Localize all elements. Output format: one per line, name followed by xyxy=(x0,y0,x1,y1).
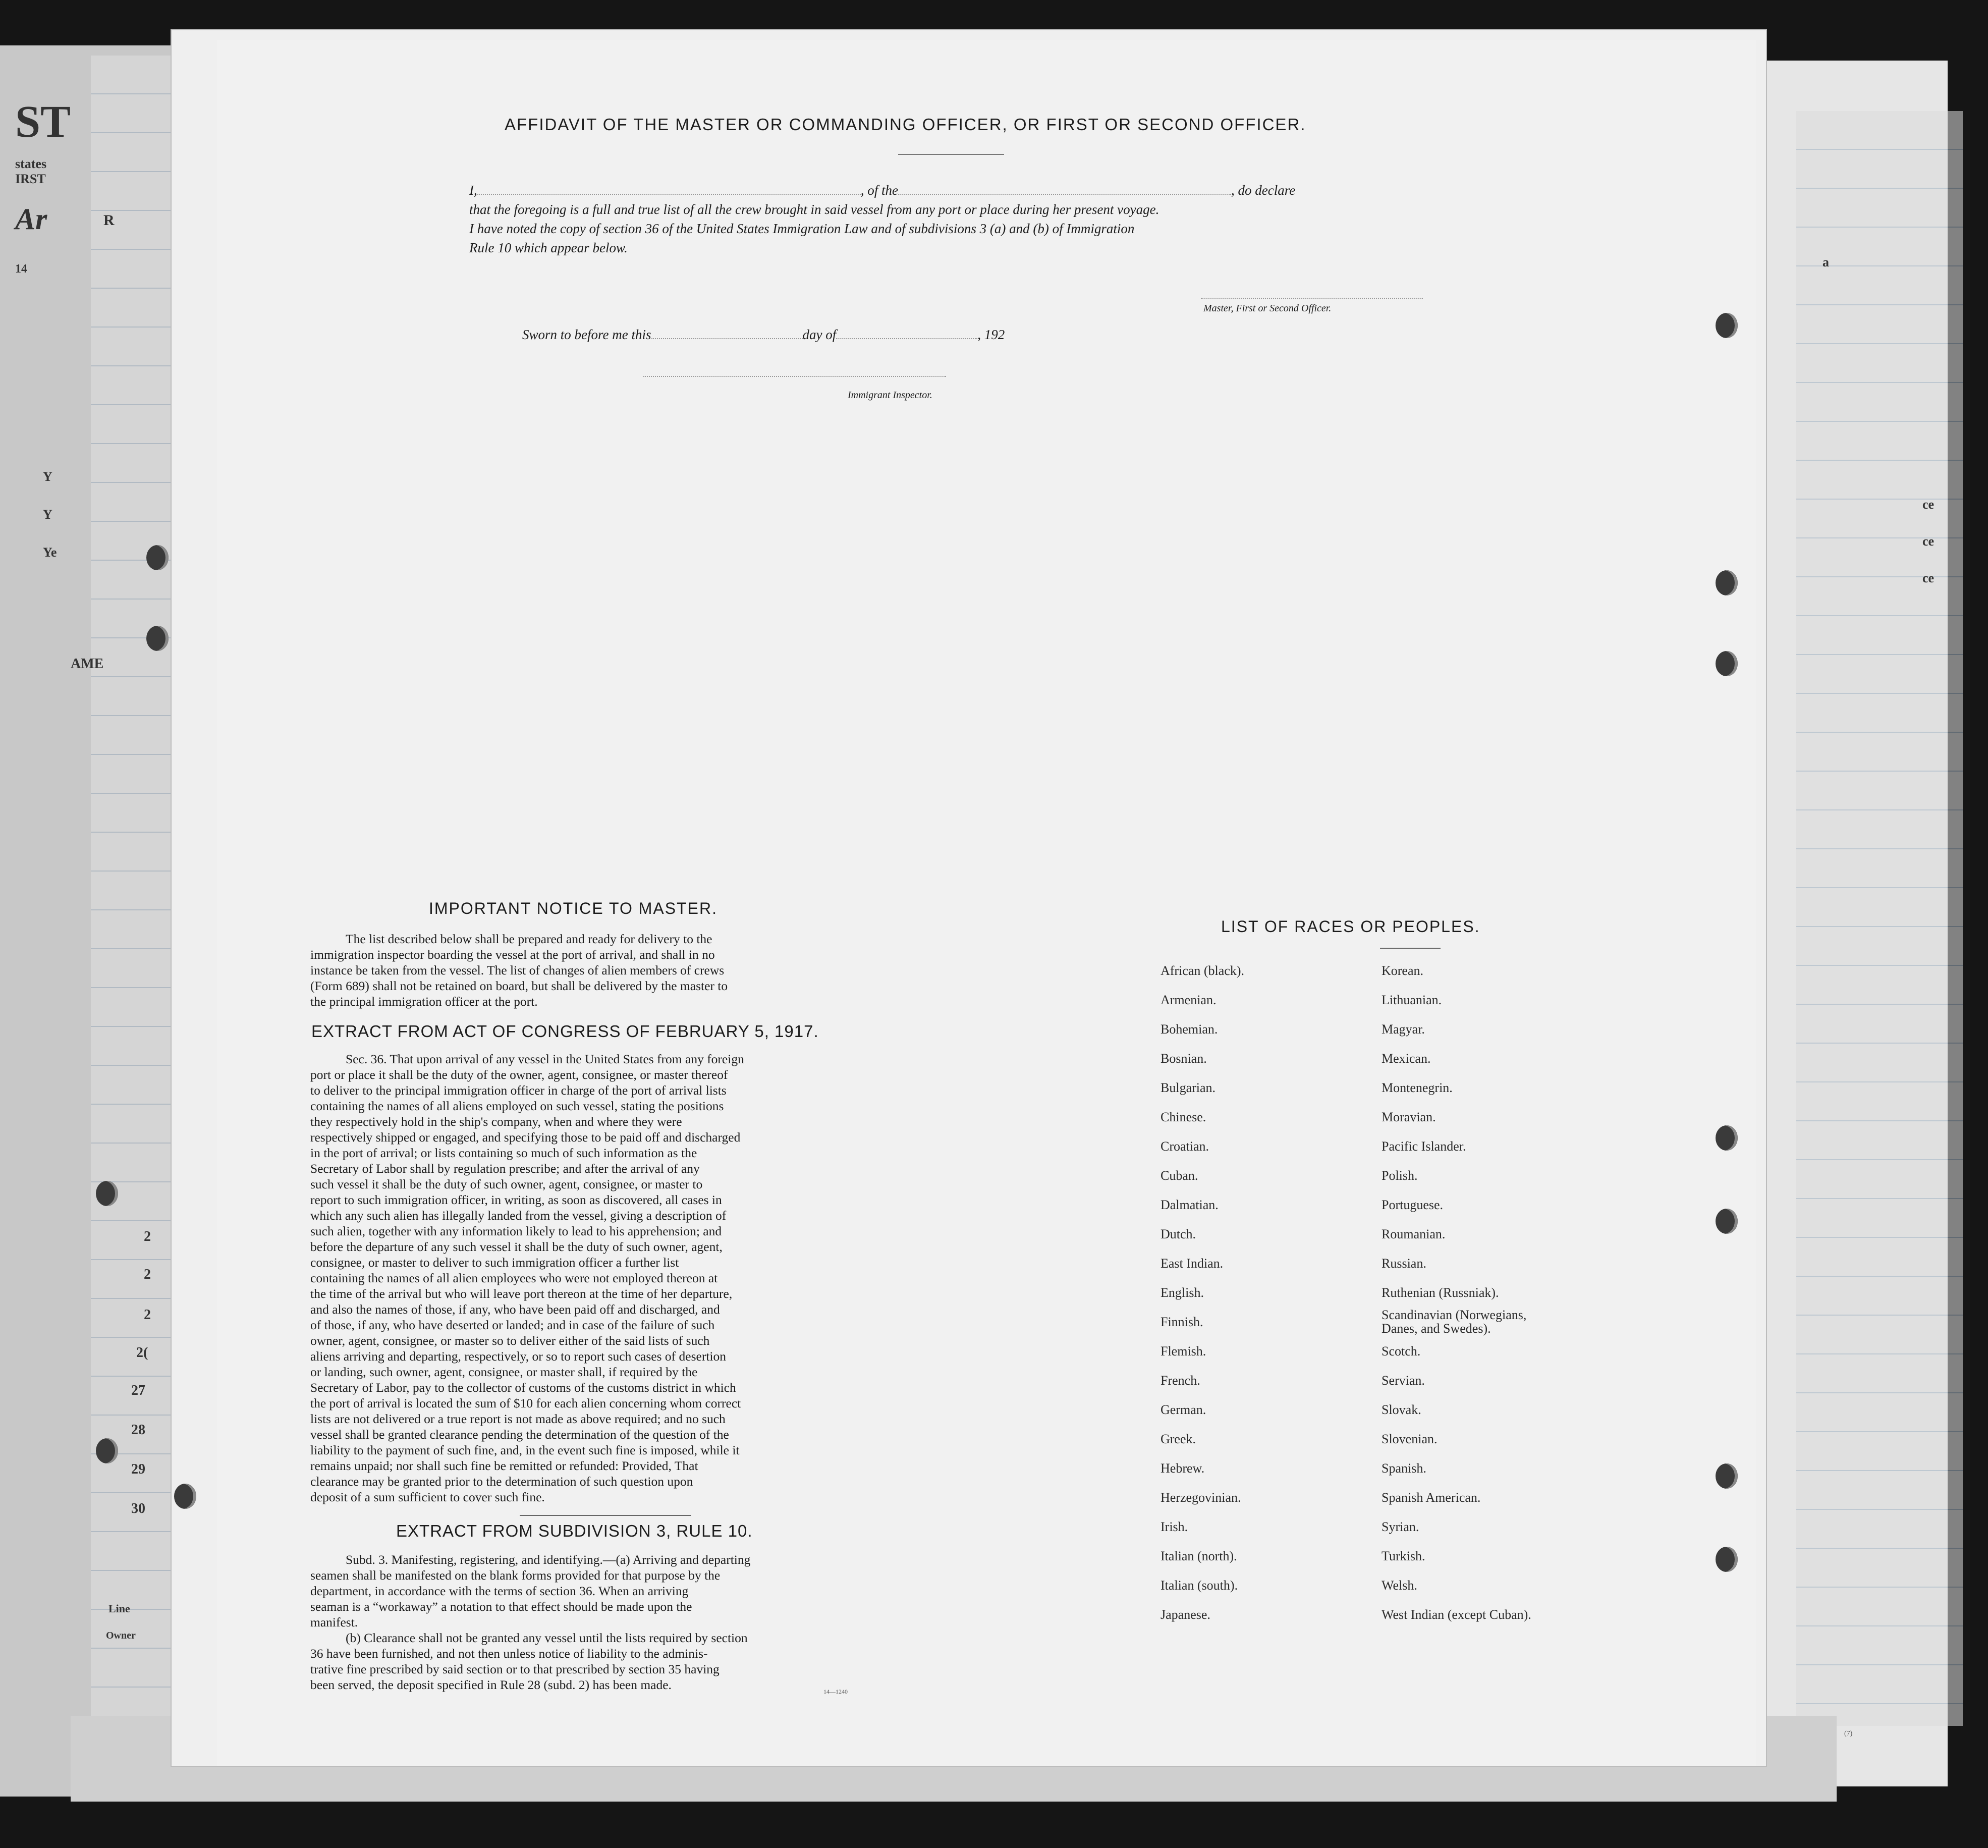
edge-fragment: 2 xyxy=(144,1307,151,1323)
affidavit-of-the: , of the xyxy=(860,183,898,198)
races-list-title: LIST OF RACES OR PEOPLES. xyxy=(1221,917,1480,936)
race-entry: Chinese. xyxy=(1161,1110,1206,1124)
race-entry: Russian. xyxy=(1382,1256,1426,1271)
race-entry: Croatian. xyxy=(1161,1139,1209,1154)
edge-fragment: Y xyxy=(43,507,52,522)
race-entry: Turkish. xyxy=(1382,1549,1425,1563)
edge-fragment: ce xyxy=(1922,534,1935,549)
text-line: aliens arriving and departing, respectively, or so to report such cases of desertion xyxy=(310,1349,726,1364)
page-mark: (7) xyxy=(1844,1730,1853,1737)
text-line: liability to the payment of such fine, and, in the event such fine is imposed, while it xyxy=(310,1443,740,1457)
act-section-36-text xyxy=(310,1051,888,1505)
affidavit-title: AFFIDAVIT OF THE MASTER OR COMMANDING OFFICER, OR FIRST OR SECOND OFFICER. xyxy=(505,115,1306,134)
edge-fragment: 28 xyxy=(131,1422,145,1438)
affidavit-i: I, xyxy=(469,183,477,198)
edge-fragment: 2( xyxy=(136,1345,148,1361)
text-line: seaman is a “workaway” a notation to that effect should be made upon the xyxy=(310,1599,692,1614)
affidavit-declaration-line xyxy=(469,183,1428,198)
vessel-blank[interactable] xyxy=(898,194,1231,195)
edge-fragment: a xyxy=(1823,255,1829,269)
race-entry: German. xyxy=(1161,1402,1206,1417)
text-line: vessel shall be granted clearance pending the determination of the question of the xyxy=(310,1427,729,1442)
text-line: consignee, or master to deliver to such immigration officer a further list xyxy=(310,1255,679,1270)
text-line: clearance may be granted prior to the determination of such question upon xyxy=(310,1474,693,1489)
text-line: immigration inspector boarding the vessel at the port of arrival, and shall in no xyxy=(310,947,715,962)
edge-fragment: 30 xyxy=(131,1501,145,1516)
edge-fragment: Owner xyxy=(106,1630,136,1641)
rule-extract-title: EXTRACT FROM SUBDIVISION 3, RULE 10. xyxy=(396,1521,753,1540)
race-entry: Italian (north). xyxy=(1161,1549,1237,1563)
edge-fragment: 14 xyxy=(15,262,27,276)
race-entry: Cuban. xyxy=(1161,1168,1198,1183)
punch-hole xyxy=(1716,1209,1738,1234)
race-entry: Slovenian. xyxy=(1382,1432,1438,1446)
important-notice-title: IMPORTANT NOTICE TO MASTER. xyxy=(429,899,717,917)
edge-fragment: 2 xyxy=(144,1267,151,1282)
inspector-signature-line[interactable] xyxy=(643,376,946,377)
text-line: to deliver to the principal immigration officer in charge of the port of arrival lists xyxy=(310,1083,727,1098)
underlying-ruled-sheet-right xyxy=(1796,111,1963,1726)
race-entry: Ruthenian (Russniak). xyxy=(1382,1285,1499,1300)
text-line: respectively shipped or engaged, and specifying those to be paid off and discharged xyxy=(310,1130,741,1145)
race-entry: Japanese. xyxy=(1161,1607,1210,1622)
text-line: or landing, such owner, agent, consignee, or master shall, if required by the xyxy=(310,1365,698,1379)
edge-fragment: Line xyxy=(108,1602,130,1615)
text-line: the principal immigration officer at the port. xyxy=(310,994,538,1009)
year-text: , 192 xyxy=(977,327,1005,342)
race-entry: English. xyxy=(1161,1285,1204,1300)
race-entry: Italian (south). xyxy=(1161,1578,1238,1593)
affidavit-line-3: I have noted the copy of section 36 of the United States Immigration Law and of subdivisions 3 (a) and (b) of Immigration xyxy=(469,221,1135,236)
text-line: before the departure of any such vessel it shall be the duty of such owner, agent, xyxy=(310,1239,723,1254)
master-signature-label: Master, First or Second Officer. xyxy=(1203,303,1332,314)
race-entry: Finnish. xyxy=(1161,1315,1203,1329)
text-line: 36 have been furnished, and not then unless notice of liability to the adminis- xyxy=(310,1646,708,1661)
text-line: been served, the deposit specified in Rule 28 (subd. 2) has been made. xyxy=(310,1677,672,1692)
text-line: (Form 689) shall not be retained on board, but shall be delivered by the master to xyxy=(310,979,728,993)
edge-fragment: Y xyxy=(43,469,52,484)
race-entry: Hebrew. xyxy=(1161,1461,1205,1476)
race-entry: Mexican. xyxy=(1382,1051,1431,1066)
race-entry: Korean. xyxy=(1382,963,1424,978)
punch-hole xyxy=(1716,1125,1738,1151)
text-line: in the port of arrival; or lists containing so much of such information as the xyxy=(310,1146,697,1160)
day-blank[interactable] xyxy=(651,338,803,339)
text-line: which any such alien has illegally landed from the vessel, giving a description of xyxy=(310,1208,727,1223)
punch-hole xyxy=(146,626,169,651)
form-code: 14—1240 xyxy=(823,1688,848,1695)
race-entry: Slovak. xyxy=(1382,1402,1421,1417)
affidavit-line-2: that the foregoing is a full and true list of all the crew brought in said vessel from any port or place during her present voyage. xyxy=(469,202,1159,217)
race-entry: Magyar. xyxy=(1382,1022,1425,1037)
race-entry: Polish. xyxy=(1382,1168,1418,1183)
text-line: report to such immigration officer, in writing, as soon as discovered, all cases in xyxy=(310,1192,722,1207)
text-line: they respectively hold in the ship's company, when and where they were xyxy=(310,1114,682,1129)
text-line: the time of the arrival but who will leave port thereon at the time of her departure, xyxy=(310,1286,733,1301)
text-line: such alien, together with any information likely to lead to his apprehension; and xyxy=(310,1224,722,1238)
text-line: such vessel it shall be the duty of such owner, agent, consignee, or master to xyxy=(310,1177,703,1191)
act-extract-title: EXTRACT FROM ACT OF CONGRESS OF FEBRUARY 5, 1917. xyxy=(311,1022,819,1041)
section-divider xyxy=(520,1515,691,1516)
race-entry: Bulgarian. xyxy=(1161,1080,1216,1095)
edge-fragment: R xyxy=(103,212,115,229)
title-underline xyxy=(898,154,1004,155)
text-line: of those, if any, who have deserted or landed; and in case of the failure of such xyxy=(310,1318,715,1332)
punch-hole xyxy=(1716,651,1738,676)
text-line: manifest. xyxy=(310,1615,358,1629)
text-line: Secretary of Labor, pay to the collector of customs of the customs district in which xyxy=(310,1380,736,1395)
text-line: Secretary of Labor shall by regulation prescribe; and after the arrival of any xyxy=(310,1161,700,1176)
punch-hole xyxy=(174,1484,196,1509)
race-entry: East Indian. xyxy=(1161,1256,1224,1271)
text-line: deposit of a sum sufficient to cover such fine. xyxy=(310,1490,545,1504)
punch-hole xyxy=(96,1438,118,1463)
punch-hole xyxy=(1716,313,1738,338)
month-blank[interactable] xyxy=(836,338,977,339)
race-entry: Dutch. xyxy=(1161,1227,1196,1241)
race-entry: Greek. xyxy=(1161,1432,1196,1446)
text-line: lists are not delivered or a true report is not made as above required; and no such xyxy=(310,1411,726,1426)
text-line: the port of arrival is located the sum of $10 for each alien concerning whom correct xyxy=(310,1396,741,1410)
text-line: owner, agent, consignee, or master so to deliver either of the said lists of such xyxy=(310,1333,710,1348)
text-line: The list described below shall be prepared and ready for delivery to the xyxy=(346,932,712,946)
edge-fragment: Ye xyxy=(43,545,57,560)
punch-hole xyxy=(146,545,169,570)
name-blank[interactable] xyxy=(477,194,861,195)
text-line: Subd. 3. Manifesting, registering, and identifying.—(a) Arriving and departing xyxy=(346,1552,751,1567)
edge-fragment: ce xyxy=(1922,571,1935,585)
edge-fragment: 2 xyxy=(144,1229,151,1244)
text-line: remains unpaid; nor shall such fine be remitted or refunded: Provided, That xyxy=(310,1458,698,1473)
sworn-line xyxy=(522,327,1128,343)
race-entry: Spanish. xyxy=(1382,1461,1426,1476)
rule-10-text xyxy=(310,1552,888,1693)
race-entry: Spanish American. xyxy=(1382,1490,1481,1505)
text-line: containing the names of all aliens employed on such vessel, stating the positions xyxy=(310,1099,724,1113)
race-entry: Pacific Islander. xyxy=(1382,1139,1466,1154)
race-entry: Welsh. xyxy=(1382,1578,1417,1593)
affidavit-line-4: Rule 10 which appear below. xyxy=(469,240,628,255)
day-of-text: day of xyxy=(802,327,837,342)
edge-fragment: 27 xyxy=(131,1383,145,1398)
race-entry: Bosnian. xyxy=(1161,1051,1207,1066)
edge-fragment: IRST xyxy=(15,172,46,186)
edge-fragment: 29 xyxy=(131,1461,145,1477)
race-entry: Servian. xyxy=(1382,1373,1425,1388)
race-entry: Roumanian. xyxy=(1382,1227,1446,1241)
text-line: Sec. 36. That upon arrival of any vessel in the United States from any foreign xyxy=(346,1052,744,1066)
notice-paragraph xyxy=(310,931,888,1009)
race-entry: Montenegrin. xyxy=(1382,1080,1453,1095)
race-entry: Herzegovinian. xyxy=(1161,1490,1241,1505)
text-line: (b) Clearance shall not be granted any vessel until the lists required by section xyxy=(346,1630,748,1645)
race-entry: Lithuanian. xyxy=(1382,993,1442,1007)
race-entry: Bohemian. xyxy=(1161,1022,1218,1037)
race-entry: Flemish. xyxy=(1161,1344,1206,1358)
race-entry: African (black). xyxy=(1161,963,1245,978)
affidavit-do-declare: , do declare xyxy=(1231,183,1296,198)
race-entry: French. xyxy=(1161,1373,1200,1388)
edge-fragment: AME xyxy=(71,656,104,672)
punch-hole xyxy=(1716,1547,1738,1572)
edge-fragment: states xyxy=(15,156,47,171)
race-entry: Portuguese. xyxy=(1382,1198,1444,1212)
race-entry: Scotch. xyxy=(1382,1344,1421,1358)
sworn-text: Sworn to before me this xyxy=(522,327,651,342)
edge-fragment: ST xyxy=(15,97,71,147)
text-line: containing the names of all alien employees who were not employed thereon at xyxy=(310,1271,718,1285)
punch-hole xyxy=(1716,1463,1738,1489)
race-entry: Moravian. xyxy=(1382,1110,1436,1124)
race-entry: Dalmatian. xyxy=(1161,1198,1219,1212)
text-line: seamen shall be manifested on the blank forms provided for that purpose by the xyxy=(310,1568,721,1583)
text-line: and also the names of those, if any, who have been paid off and discharged, and xyxy=(310,1302,720,1317)
master-signature-line[interactable] xyxy=(1201,298,1423,299)
text-line: instance be taken from the vessel. The list of changes of alien members of crews xyxy=(310,963,725,977)
edge-fragment: Ar xyxy=(15,202,47,236)
text-line: port or place it shall be the duty of the owner, agent, consignee, or master thereof xyxy=(310,1067,728,1082)
edge-fragment: ce xyxy=(1922,497,1935,512)
race-entry: Scandinavian (Norwegians, Danes, and Swedes). xyxy=(1382,1308,1527,1336)
race-entry: Syrian. xyxy=(1382,1519,1419,1534)
race-entry: Armenian. xyxy=(1161,993,1217,1007)
text-line: department, in accordance with the terms of section 36. When an arriving xyxy=(310,1584,689,1598)
text-line: trative fine prescribed by said section or to that prescribed by section 35 having xyxy=(310,1662,720,1676)
punch-hole xyxy=(96,1181,118,1206)
race-entry: Irish. xyxy=(1161,1519,1188,1534)
punch-hole xyxy=(1716,570,1738,595)
title-underline xyxy=(1380,948,1441,949)
inspector-signature-label: Immigrant Inspector. xyxy=(848,390,932,401)
race-entry: West Indian (except Cuban). xyxy=(1382,1607,1531,1622)
